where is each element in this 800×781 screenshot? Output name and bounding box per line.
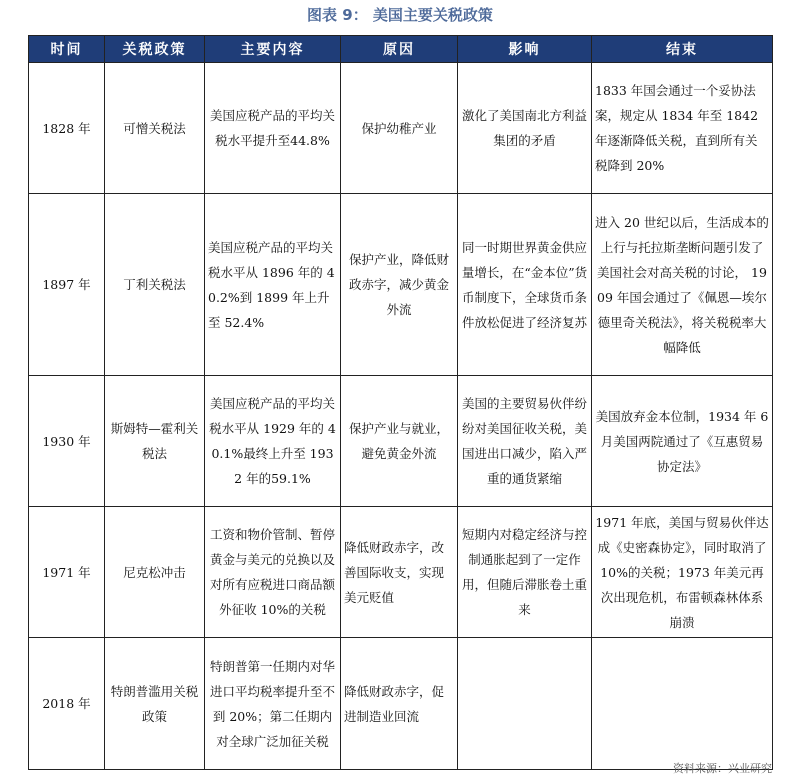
- cell-impact: 短期内对稳定经济与控制通胀起到了一定作用，但随后滞胀卷土重来: [458, 507, 592, 638]
- cell-content: 美国应税产品的平均关税水平提升至44.8%: [205, 63, 341, 194]
- cell-end: 1971 年底，美国与贸易伙伴达成《史密森协定》，同时取消了 10%的关税；1973 年美元再次出现危机，布雷顿森林体系崩溃: [592, 507, 773, 638]
- header-content: 主要内容: [205, 36, 341, 63]
- cell-end: [592, 638, 773, 770]
- table-row: [29, 63, 773, 194]
- cell-end: 进入 20 世纪以后，生活成本的上行与托拉斯垄断问题引发了美国社会对高关税的讨论， 1909 年国会通过了《佩恩—埃尔德里奇关税法》，将关税税率大幅降低: [592, 194, 773, 376]
- cell-policy: 尼克松冲击: [105, 507, 205, 638]
- table-header-row: [29, 36, 773, 63]
- cell-impact: 同一时期世界黄金供应量增长，在“金本位”货币制度下，全球货币条件放松促进了经济复苏: [458, 194, 592, 376]
- tariff-policy-table: [28, 35, 773, 770]
- cell-policy: 特朗普滥用关税政策: [105, 638, 205, 770]
- table-row: [29, 376, 773, 507]
- cell-policy: 丁利关税法: [105, 194, 205, 376]
- cell-year: 2018 年: [29, 638, 105, 770]
- cell-reason: 保护产业与就业，避免黄金外流: [341, 376, 458, 507]
- cell-reason: 保护产业，降低财政赤字，减少黄金外流: [341, 194, 458, 376]
- table-row: [29, 507, 773, 638]
- cell-reason: 降低财政赤字，改善国际收支，实现美元贬值: [341, 507, 458, 638]
- cell-policy: 斯姆特—霍利关税法: [105, 376, 205, 507]
- cell-content: 美国应税产品的平均关税水平从 1896 年的 40.2%到 1899 年上升至 52.4%: [205, 194, 341, 376]
- table-row: [29, 194, 773, 376]
- cell-content: 工资和物价管制、暂停黄金与美元的兑换以及对所有应税进口商品额外征收 10%的关税: [205, 507, 341, 638]
- cell-reason: 降低财政赤字，促进制造业回流: [341, 638, 458, 770]
- header-reason: 原因: [341, 36, 458, 63]
- cell-year: 1971 年: [29, 507, 105, 638]
- cell-impact: 激化了美国南北方利益集团的矛盾: [458, 63, 592, 194]
- cell-end: 美国放弃金本位制，1934 年 6 月美国两院通过了《互惠贸易协定法》: [592, 376, 773, 507]
- cell-policy: 可憎关税法: [105, 63, 205, 194]
- header-policy: 关税政策: [105, 36, 205, 63]
- cell-content: 特朗普第一任期内对华进口平均税率提升至不到 20%；第二任期内对全球广泛加征关税: [205, 638, 341, 770]
- header-impact: 影响: [458, 36, 592, 63]
- table-row: [29, 638, 773, 770]
- cell-year: 1930 年: [29, 376, 105, 507]
- cell-year: 1897 年: [29, 194, 105, 376]
- header-time: 时间: [29, 36, 105, 63]
- header-end: 结束: [592, 36, 773, 63]
- cell-impact: [458, 638, 592, 770]
- cell-year: 1828 年: [29, 63, 105, 194]
- source-note: 资料来源：兴业研究: [673, 762, 772, 775]
- cell-impact: 美国的主要贸易伙伴纷纷对美国征收关税，美国进出口减少，陷入严重的通货紧缩: [458, 376, 592, 507]
- cell-content: 美国应税产品的平均关税水平从 1929 年的 40.1%最终上升至 1932 年的59.1%: [205, 376, 341, 507]
- chart-title: 图表 9： 美国主要关税政策: [307, 6, 493, 24]
- cell-end: 1833 年国会通过一个妥协法案，规定从 1834 年至 1842 年逐渐降低关税，直到所有关税降到 20%: [592, 63, 773, 194]
- cell-reason: 保护幼稚产业: [341, 63, 458, 194]
